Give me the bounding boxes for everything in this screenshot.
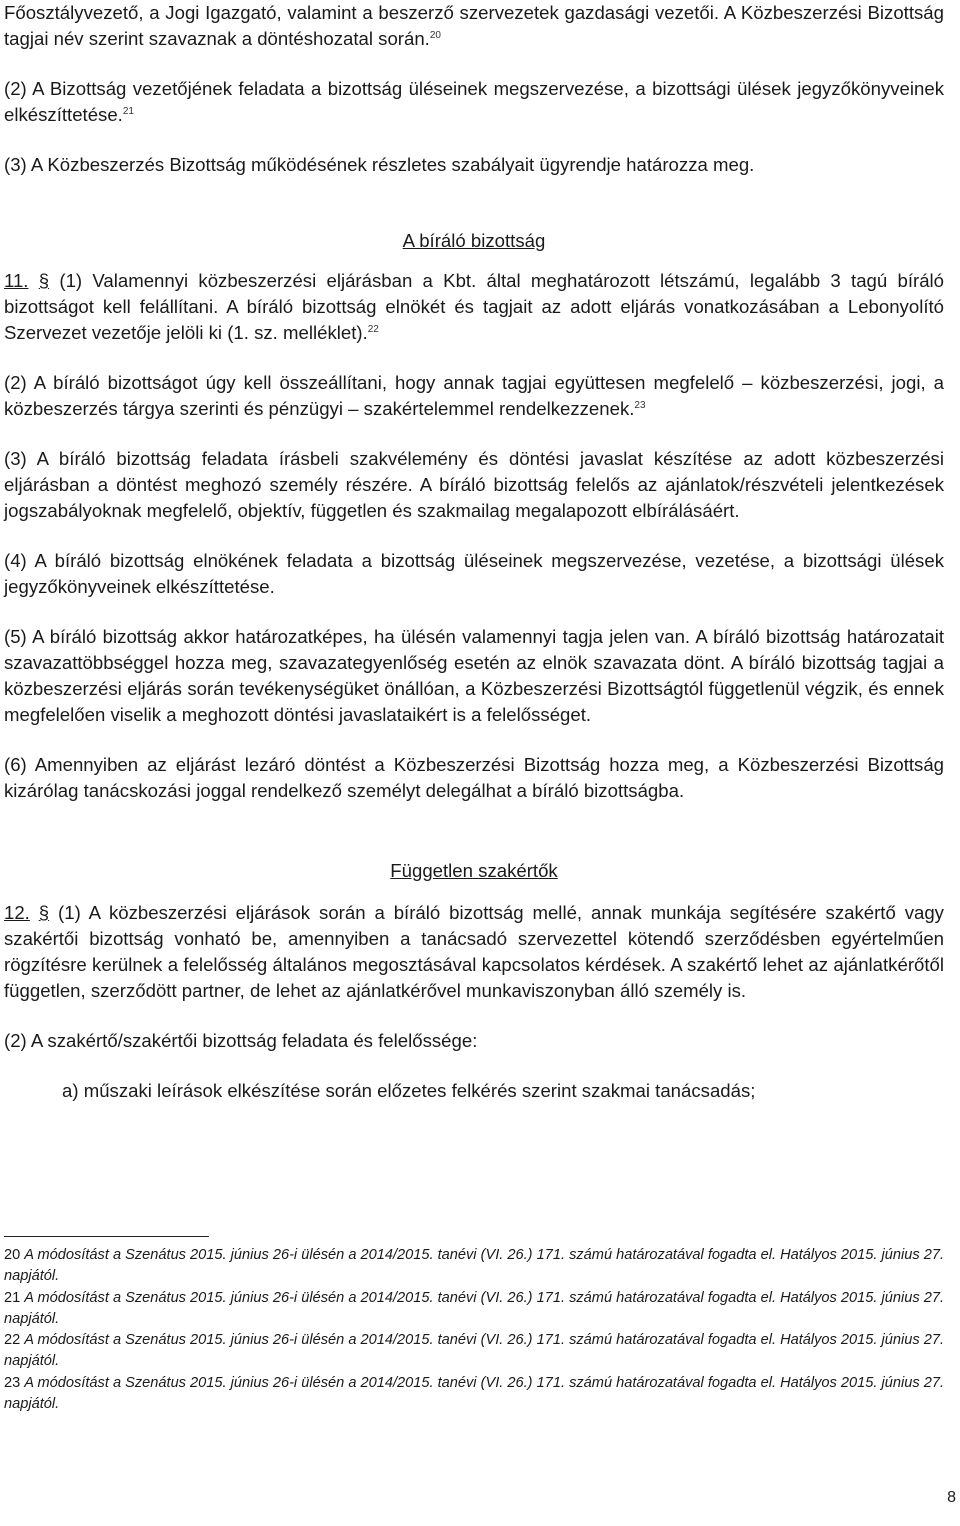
footnotes	[4, 1236, 944, 1415]
paragraph-text: (2) A bíráló bizottságot úgy kell összeállítani, hogy annak tagjai együttesen megfelelő – közbeszerzési, jogi, a közbeszerzés tárgya szerinti és pénzügyi – szakértelemmel rendelkezzenek.	[4, 372, 944, 419]
document-body	[4, 0, 944, 1104]
paragraph-11-3: (3) A bíráló bizottság feladata írásbeli szakvélemény és döntési javaslat készítése az adott közbeszerzési eljárásban a döntést meghozó személy részére. A bíráló bizottság felelős az ajánlatok/részvételi jelentkezések jogszabályoknak megfelelő, objektív, független és szakmailag megalapozott elbírálásáért.	[4, 448, 944, 521]
footnote-number: 23	[4, 1374, 21, 1391]
footnote-20	[4, 1245, 944, 1288]
paragraph-11-2	[4, 370, 944, 422]
footnote-23	[4, 1373, 944, 1416]
footnote-ref: 23	[634, 399, 646, 411]
paragraph-12-2-a: a) műszaki leírások elkészítése során előzetes felkérés szerint szakmai tanácsadás;	[62, 1080, 756, 1101]
footnote-text: A módosítást a Szenátus 2015. június 26-i ülésén a 2014/2015. tanévi (VI. 26.) 171. számú határozatával fogadta el. Hatályos 2015. június 27. napjától.	[4, 1289, 944, 1327]
footnote-text: A módosítást a Szenátus 2015. június 26-i ülésén a 2014/2015. tanévi (VI. 26.) 171. számú határozatával fogadta el. Hatályos 2015. június 27. napjától.	[4, 1332, 944, 1370]
paragraph-10-2	[4, 76, 944, 128]
paragraph-text: (2) A Bizottság vezetőjének feladata a bizottság üléseinek megszervezése, a bizottsági ülések jegyzőkönyveinek elkészíttetése.	[4, 78, 944, 125]
footnote-text: A módosítást a Szenátus 2015. június 26-i ülésén a 2014/2015. tanévi (VI. 26.) 171. számú határozatával fogadta el. Hatályos 2015. június 27. napjától.	[4, 1247, 944, 1285]
footnote-22	[4, 1330, 944, 1373]
page-number: 8	[947, 1489, 956, 1506]
footnote-number: 21	[4, 1289, 21, 1306]
paragraph-text: (1) Valamennyi közbeszerzési eljárásban a Kbt. által meghatározott létszámú, legalább 3 tagú bíráló bizottságot kell felállítani. A bíráló bizottság elnökét és tagjait az adott eljárás vonatkozásában a Lebonyolító Szervezet vezetője jelöli ki (1. sz. melléklet).	[4, 270, 945, 343]
section-number: 12.	[4, 902, 30, 923]
paragraph-10-3: (3) A Közbeszerzés Bizottság működésének részletes szabályait ügyrendje határozza meg.	[4, 154, 755, 175]
paragraph-11-1	[4, 268, 944, 346]
section-number: 11.	[4, 270, 29, 291]
heading-text: Független szakértők	[390, 860, 558, 881]
section-heading-bíráló-bizottság	[4, 228, 944, 254]
paragraph-11-5: (5) A bíráló bizottság akkor határozatképes, ha ülésén valamennyi tagja jelen van. A bíráló bizottság határozatait szavazattöbbséggel hozza meg, szavazategyenlőség esetén az elnök szavazata dönt. A bíráló bizottság tagjai a közbeszerzési eljárás során tevékenységüket önállóan, a Közbeszerzési Bizottságtól függetlenül végzik, és ennek megfelelően viselik a meghozott döntési javaslataikért is a felelősséget.	[4, 626, 944, 725]
footnote-number: 22	[4, 1332, 21, 1349]
footnote-text: A módosítást a Szenátus 2015. június 26-i ülésén a 2014/2015. tanévi (VI. 26.) 171. számú határozatával fogadta el. Hatályos 2015. június 27. napjától.	[4, 1374, 944, 1413]
section-symbol: §	[38, 902, 50, 923]
footnote-ref: 20	[429, 29, 441, 41]
section-heading-független-szakértők	[4, 858, 944, 884]
footnote-separator	[4, 1236, 209, 1237]
heading-text: A bíráló bizottság	[402, 230, 546, 251]
footnote-ref: 21	[122, 105, 134, 117]
paragraph-12-2: (2) A szakértő/szakértői bizottság feladata és felelőssége:	[4, 1030, 478, 1051]
paragraph-11-6: (6) Amennyiben az eljárást lezáró döntést a Közbeszerzési Bizottság hozza meg, a Közbeszerzési Bizottság kizárólag tanácskozási joggal rendelkező személyt delegálhat a bíráló bizottságba.	[4, 754, 944, 801]
paragraph-text: (1) A közbeszerzési eljárások során a bíráló bizottság mellé, annak munkája segítésére szakértő vagy szakértői bizottság vonható be, amennyiben a tanácsadó szervezettel kötendő szerződésben egyértelműen rögzítésre kerülnek a felelősség általános megosztásával kapcsolatos kérdések. A szakértő lehet az ajánlatkérőtől független, szerződött partner, de lehet az ajánlatkérővel munkaviszonyban álló személy is.	[4, 902, 944, 1001]
section-symbol: §	[38, 270, 50, 291]
paragraph-11-4: (4) A bíráló bizottság elnökének feladata a bizottság üléseinek megszervezése, vezetése, a bizottsági ülések jegyzőkönyveinek elkészíttetése.	[4, 550, 944, 597]
footnote-number: 20	[4, 1247, 21, 1263]
footnote-21	[4, 1288, 944, 1331]
paragraph-12-1	[4, 900, 944, 1004]
footnote-ref: 22	[367, 323, 379, 335]
paragraph-text: Főosztályvezető, a Jogi Igazgató, valamint a beszerző szervezetek gazdasági vezetői. A Közbeszerzési Bizottság tagjai név szerint szavaznak a döntéshozatal során.	[4, 2, 944, 49]
paragraph-intro	[4, 0, 944, 52]
